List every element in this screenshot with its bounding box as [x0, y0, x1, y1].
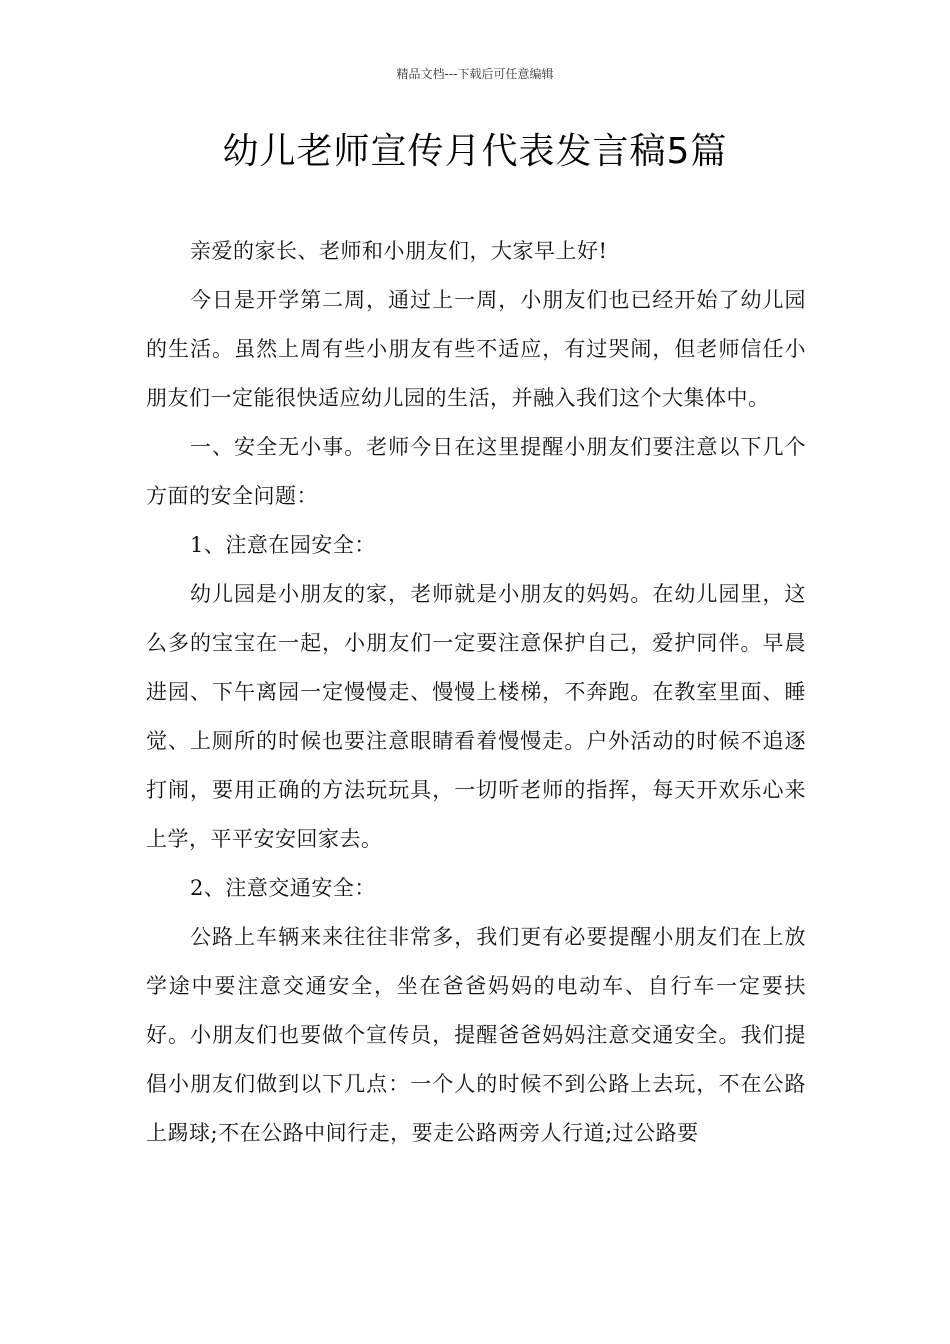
paragraph-subheading-traffic: 2、注意交通安全： [190, 876, 376, 900]
page-header-note: 精品文档---下载后可任意编辑 [396, 67, 554, 81]
paragraph-subheading-campus: 1、注意在园安全： [190, 533, 376, 557]
paragraph-intro: 今日是开学第二周，通过上一周，小朋友们也已经开始了幼儿园的生活。虽然上周有些小朋友有些不适应，有过哭闹，但老师信任小朋友们一定能很快适应幼儿园的生活，并融入我们这个大集体中。 [146, 288, 806, 410]
paragraph-greeting: 亲爱的家长、老师和小朋友们，大家早上好! [190, 239, 608, 263]
paragraph-traffic-safety: 公路上车辆来来往往非常多，我们更有必要提醒小朋友们在上放学途中要注意交通安全，坐在爸爸妈妈的电动车、自行车一定要扶好。小朋友们也要做个宣传员，提醒爸爸妈妈注意交通安全。我们提倡小朋友们做到以下几点：一个人的时候不到公路上去玩，不在公路上踢球;不在公路中间行走，要走公路两旁人行道;过公路要 [146, 925, 806, 1145]
document-body [146, 227, 806, 1158]
paragraph-campus-safety: 幼儿园是小朋友的家，老师就是小朋友的妈妈。在幼儿园里，这么多的宝宝在一起，小朋友们一定要注意保护自己，爱护同伴。早晨进园、下午离园一定慢慢走、慢慢上楼梯，不奔跑。在教室里面、睡觉、上厕所的时候也要注意眼睛看着慢慢走。户外活动的时候不追逐打闹，要用正确的方法玩玩具，一切听老师的指挥，每天开欢乐心来上学，平平安安回家去。 [146, 582, 806, 851]
paragraph-section-safety: 一、安全无小事。老师今日在这里提醒小朋友们要注意以下几个方面的安全问题： [146, 435, 806, 508]
document-title: 幼儿老师宣传月代表发言稿5篇 [222, 131, 728, 172]
